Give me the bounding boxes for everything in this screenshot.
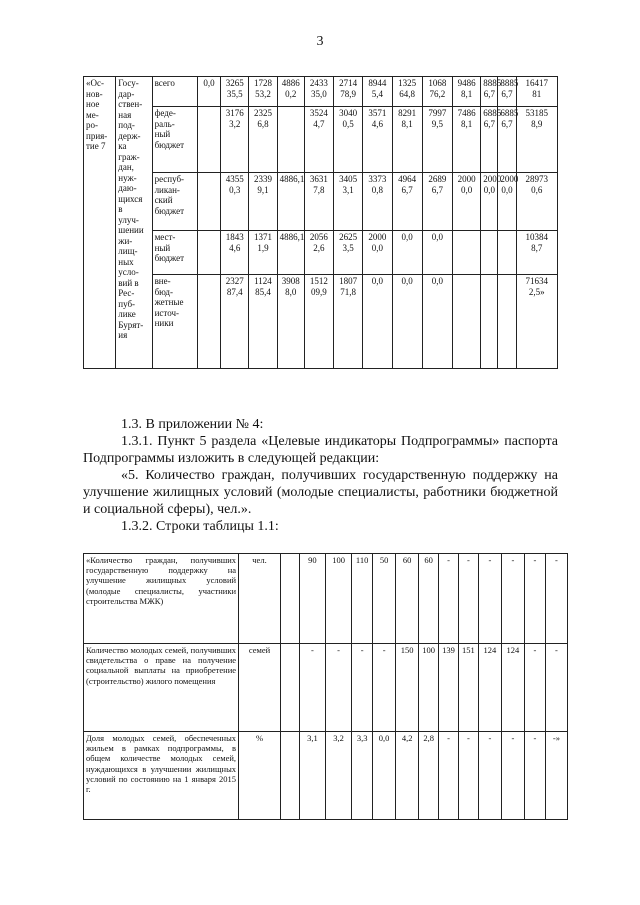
table-row (84, 231, 558, 275)
table-cell: 0,0 (422, 231, 452, 275)
table-cell (280, 732, 299, 820)
table-cell (498, 275, 516, 369)
page-number: 3 (316, 34, 324, 49)
cell-line: Рес- (118, 288, 135, 298)
unit-cell: чел. (239, 554, 281, 644)
cell-line: пуб- (118, 298, 136, 309)
indicators-table (83, 553, 568, 820)
table-cell: 3524 4,7 (304, 107, 333, 173)
table-cell (453, 231, 481, 275)
table-cell: - (545, 554, 567, 644)
table-cell (197, 173, 220, 231)
table-row (84, 732, 568, 820)
table-cell: 3040 0,5 (334, 107, 363, 173)
table-cell (498, 231, 516, 275)
table-cell: 3908 8,0 (277, 275, 304, 369)
cell-line: респуб- (154, 174, 185, 184)
activity-name-cell (84, 77, 116, 369)
table-cell: -» (545, 732, 567, 820)
table-cell (197, 107, 220, 173)
table-cell: 28973 0,6 (516, 173, 557, 231)
cell-line: ники (154, 318, 174, 328)
cell-line: вне- (154, 276, 171, 286)
cell-line: улуч- (118, 214, 139, 225)
table-cell: 8944 5,4 (363, 77, 392, 107)
table-cell: 110 (352, 554, 373, 644)
funding-table (83, 76, 558, 369)
cell-line: бюджет (154, 205, 185, 216)
cell-line: даю- (118, 183, 137, 193)
table-cell (481, 275, 498, 369)
cell-line: граж- (118, 151, 140, 162)
table-cell: 139 (439, 644, 459, 732)
cell-line: «Ос- (86, 78, 104, 88)
table-row (84, 107, 558, 173)
table-cell: 0,0 (392, 231, 422, 275)
table-cell: 90 (299, 554, 325, 644)
cell-line: бюд- (154, 286, 173, 297)
table-cell: 3631 7,8 (304, 173, 333, 231)
table-cell: 50 (373, 554, 396, 644)
funding-source-cell (152, 275, 197, 369)
table-cell: 4355 0,3 (221, 173, 249, 231)
cell-line: ликан- (154, 184, 180, 195)
table-cell: 8885 6,7 (481, 77, 498, 107)
table-cell: 4886,1 (277, 231, 304, 275)
table-cell: 7486 8,1 (453, 107, 481, 173)
table-cell: 10384 8,7 (516, 231, 557, 275)
cell-line: всего (154, 78, 175, 88)
cell-line: лике (118, 309, 136, 319)
cell-line: шении (118, 225, 144, 235)
cell-line: прия- (86, 130, 108, 141)
table-cell: - (458, 554, 478, 644)
table-cell: 2625 3,5 (334, 231, 363, 275)
table-cell: 124 (501, 644, 524, 732)
program-name-cell (116, 77, 152, 369)
table-cell: - (439, 732, 459, 820)
cell-line: ме- (86, 109, 99, 120)
table-cell: - (545, 644, 567, 732)
table-cell: 1068 76,2 (422, 77, 452, 107)
cell-line: ро- (86, 120, 98, 130)
table-cell: 3,1 (299, 732, 325, 820)
table-row (84, 644, 568, 732)
table-cell: 6885 6,7 (498, 107, 516, 173)
table-cell (481, 231, 498, 275)
table-cell: - (373, 644, 396, 732)
cell-line: ный (154, 242, 171, 253)
table-cell: 0,0 (197, 77, 220, 107)
indicator-name-cell: Количество молодых семей, получивших свидетельства о праве на получение социальной выплаты на приобретение (строительство) жилого помещения (84, 644, 239, 732)
table-cell: - (478, 732, 501, 820)
table-cell: - (524, 732, 545, 820)
table-cell: 3,2 (325, 732, 351, 820)
table-cell: 3373 0,8 (363, 173, 392, 231)
table-cell: - (458, 732, 478, 820)
cell-line: тие 7 (86, 141, 106, 151)
cell-line: щихся (118, 193, 143, 204)
cell-line: жетные (154, 297, 184, 307)
cell-line: ия (118, 330, 128, 340)
table-row (84, 173, 558, 231)
table-cell: 53185 8,9 (516, 107, 557, 173)
table-cell: - (524, 644, 545, 732)
cell-line: вий в (118, 277, 139, 288)
table-cell: 3,3 (352, 732, 373, 820)
cell-line: ка (118, 141, 127, 151)
cell-line: ный (154, 129, 171, 139)
indicator-name-cell: Доля молодых семей, обеспеченных жильем в рамках подпрограммы, в общем количестве молодых семей, нуждающихся в улучшении жилищных условий по состоянию на 1 января 2015 г. (84, 732, 239, 820)
table-cell: 1807 71,8 (334, 275, 363, 369)
table-cell: 16417 81 (516, 77, 557, 107)
table-cell: 2325 6,8 (249, 107, 277, 173)
funding-source-cell (152, 107, 197, 173)
table-cell: 4886 0,2 (277, 77, 304, 107)
cell-line: держ- (118, 130, 141, 141)
cell-line: Госу- (118, 78, 139, 88)
table-cell (453, 275, 481, 369)
table-cell: 1843 4,6 (221, 231, 249, 275)
indicator-name-cell: «Количество граждан, получивших государственную поддержку на улучшение жилищных условий (молодые специалисты, участники строительства МЖК) (84, 554, 239, 644)
cell-line: дар- (118, 88, 135, 99)
cell-line: ная (118, 109, 132, 120)
paragraph-indicator-5: «5. Количество граждан, получивших государственную поддержку на улучшение жилищных условий (молодые специалисты, работники бюджетной и социальной сферы), чел.». (83, 468, 558, 517)
table-cell: 2000 0,0 (453, 173, 481, 231)
funding-source-cell (152, 77, 197, 107)
table-cell: 124 (478, 644, 501, 732)
cell-line: нуж- (118, 172, 137, 183)
table-cell: 7997 9,5 (422, 107, 452, 173)
paragraph-1-3-1: 1.3.1. Пункт 5 раздела «Целевые индикаторы Подпрограммы» паспорта Подпрограммы изложить в следующей редакции: (83, 434, 558, 466)
table-cell: - (299, 644, 325, 732)
cell-line: жи- (118, 235, 133, 246)
cell-line: бюджет (154, 139, 185, 150)
table-row (84, 275, 558, 369)
paragraph-1-3-2: 1.3.2. Строки таблицы 1.1: (121, 519, 279, 534)
unit-cell: семей (239, 644, 281, 732)
table-cell: 0,0 (392, 275, 422, 369)
table-cell: 0,0 (373, 732, 396, 820)
table-cell: 8885 6,7 (498, 77, 516, 107)
table-cell: - (352, 644, 373, 732)
table-cell: 3265 35,5 (221, 77, 249, 107)
table-cell: 2,8 (419, 732, 439, 820)
table-cell: 0,0 (363, 275, 392, 369)
cell-line: ных (118, 256, 134, 267)
paragraph-1-3: 1.3. В приложении № 4: (121, 417, 264, 432)
table-cell: - (439, 554, 459, 644)
cell-line: бюджет (154, 253, 185, 263)
table-cell: 1124 85,4 (249, 275, 277, 369)
cell-line: ствен- (118, 99, 143, 109)
table-cell: 9486 8,1 (453, 77, 481, 107)
cell-line: лищ- (118, 246, 138, 256)
table-row (84, 77, 558, 107)
table-cell: 3176 3,2 (221, 107, 249, 173)
unit-cell: % (239, 732, 281, 820)
table-cell: 2056 2,6 (304, 231, 333, 275)
cell-line: в (118, 204, 123, 214)
table-cell: 2689 6,7 (422, 173, 452, 231)
table-cell: 100 (325, 554, 351, 644)
table-cell: - (501, 732, 524, 820)
cell-line: под- (118, 120, 135, 130)
table-cell: 2714 78,9 (334, 77, 363, 107)
cell-line: ский (154, 195, 173, 205)
table-cell: 150 (396, 644, 419, 732)
table-cell: 3405 3,1 (334, 173, 363, 231)
funding-source-cell (152, 231, 197, 275)
table-cell: 6885 6,7 (481, 107, 498, 173)
table-cell: 4,2 (396, 732, 419, 820)
table-cell: - (325, 644, 351, 732)
table-cell: 2433 35,0 (304, 77, 333, 107)
table-cell: - (501, 554, 524, 644)
table-cell: 100 (419, 644, 439, 732)
cell-line: дан, (118, 162, 134, 172)
table-cell (277, 107, 304, 173)
table-cell: 151 (458, 644, 478, 732)
funding-source-cell (152, 173, 197, 231)
table-cell: 0,0 (422, 275, 452, 369)
cell-line: феде- (154, 108, 176, 118)
table-cell: 2000 0,0 (498, 173, 516, 231)
table-cell (280, 644, 299, 732)
table-cell: 2327 87,4 (221, 275, 249, 369)
cell-line: мест- (154, 232, 176, 242)
table-cell: - (524, 554, 545, 644)
table-cell (280, 554, 299, 644)
table-cell: 8291 8,1 (392, 107, 422, 173)
table-cell: - (478, 554, 501, 644)
table-cell: 3571 4,6 (363, 107, 392, 173)
cell-line: нов- (86, 88, 103, 99)
table-cell: 1728 53,2 (249, 77, 277, 107)
table-cell: 60 (419, 554, 439, 644)
table-row (84, 554, 568, 644)
amendment-text (83, 416, 558, 535)
cell-line: ное (86, 99, 100, 109)
cell-line: Бурят- (118, 319, 144, 330)
table-cell (197, 231, 220, 275)
table-cell (197, 275, 220, 369)
table-cell: 4964 6,7 (392, 173, 422, 231)
table-cell: 2339 9,1 (249, 173, 277, 231)
table-cell: 71634 2,5» (516, 275, 557, 369)
table-cell: 2000 0,0 (363, 231, 392, 275)
cell-line: раль- (154, 118, 175, 129)
table-cell: 4886,1 (277, 173, 304, 231)
table-cell: 1371 1,9 (249, 231, 277, 275)
cell-line: источ- (154, 307, 179, 318)
table-cell: 60 (396, 554, 419, 644)
table-cell: 1512 09,9 (304, 275, 333, 369)
cell-line: усло- (118, 267, 139, 277)
table-cell: 1325 64,8 (392, 77, 422, 107)
table-cell: 2000 0,0 (481, 173, 498, 231)
